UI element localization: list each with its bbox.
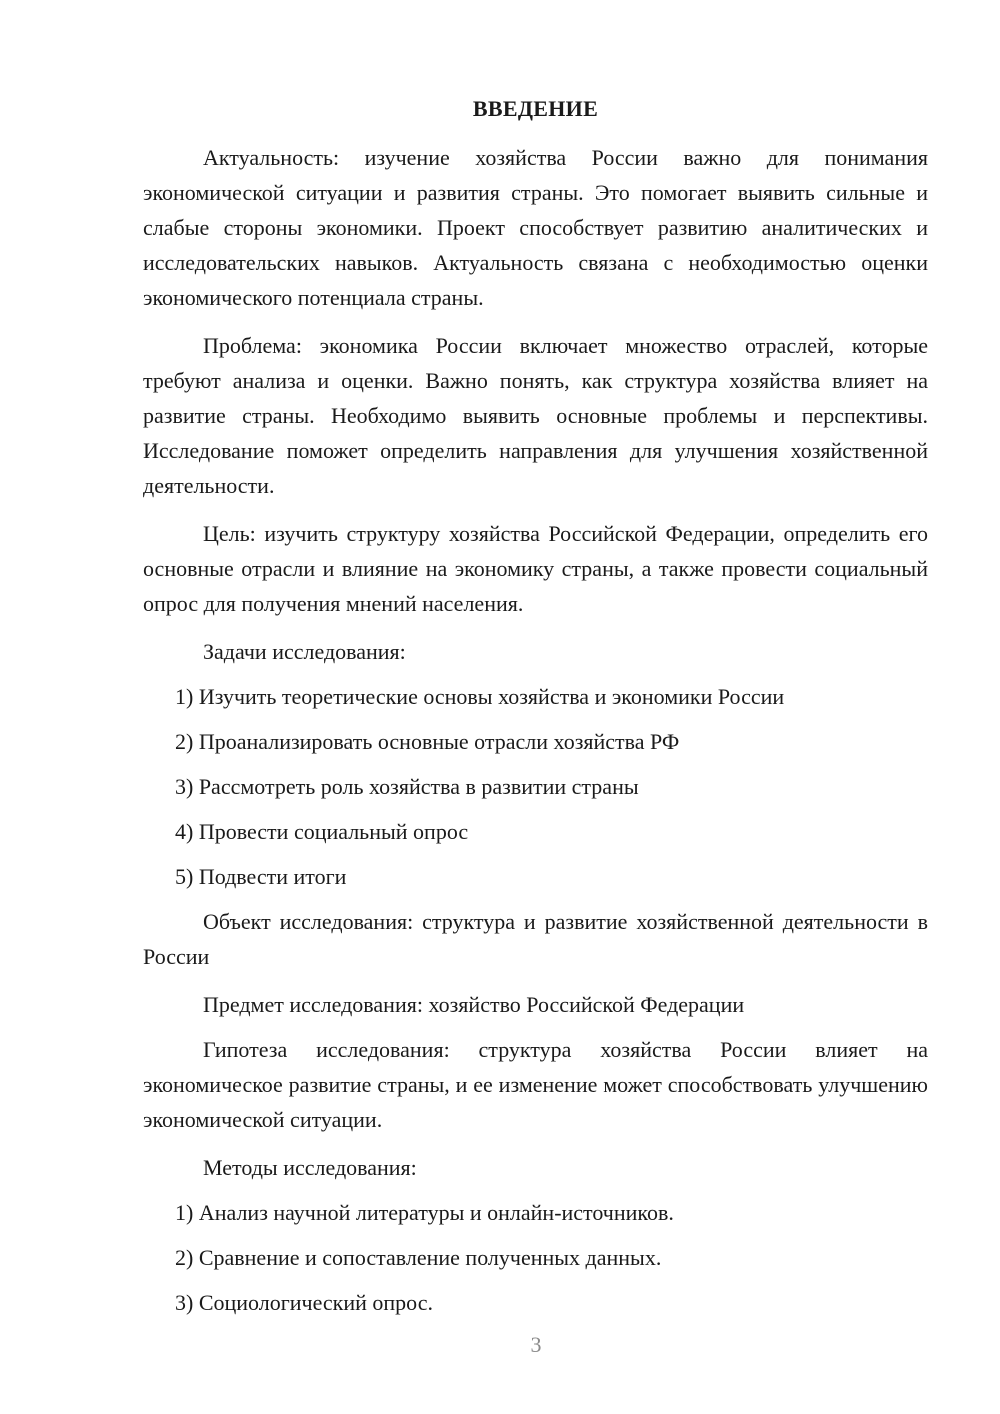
methods-heading: Методы исследования:	[203, 1155, 417, 1180]
tasks-heading: Задачи исследования:	[203, 639, 406, 664]
list-item: 3) Социологический опрос.	[175, 1290, 433, 1315]
problem-paragraph: Проблема: экономика России включает множество отраслей, которые требуют анализа и оценки. Важно понять, как структура хозяйства влияет на развитие страны. Необходимо выявить основные проблемы и перспективы. Исследование поможет определить направления для улучшения хозяйственной деятельности.	[143, 333, 928, 498]
page-title: ВВЕДЕНИЕ	[472, 96, 599, 121]
subject-paragraph: Предмет исследования: хозяйство Российской Федерации	[203, 992, 745, 1017]
list-item: 2) Проанализировать основные отрасли хозяйства РФ	[175, 729, 680, 754]
list-item: 3) Рассмотреть роль хозяйства в развитии страны	[175, 774, 639, 799]
document-page	[143, 94, 928, 1330]
list-item: 5) Подвести итоги	[175, 864, 347, 889]
object-paragraph: Объект исследования: структура и развитие хозяйственной деятельности в России	[143, 909, 928, 969]
list-item: 2) Сравнение и сопоставление полученных данных.	[175, 1245, 662, 1270]
methods-list	[143, 1195, 928, 1320]
relevance-paragraph: Актуальность: изучение хозяйства России важно для понимания экономической ситуации и развития страны. Это помогает выявить сильные и слабые стороны экономики. Проект способствует развитию аналитических и исследовательских навыков. Актуальность связана с необходимостью оценки экономического потенциала страны.	[143, 145, 928, 310]
hypothesis-paragraph: Гипотеза исследования: структура хозяйства России влияет на экономическое развитие страны, и ее изменение может способствовать улучшению экономической ситуации.	[143, 1037, 928, 1132]
tasks-list	[143, 679, 928, 894]
list-item: 1) Анализ научной литературы и онлайн-источников.	[175, 1200, 674, 1225]
page-number: 3	[530, 1332, 542, 1357]
goal-paragraph: Цель: изучить структуру хозяйства Российской Федерации, определить его основные отрасли и влияние на экономику страны, а также провести социальный опрос для получения мнений населения.	[143, 521, 928, 616]
list-item: 4) Провести социальный опрос	[175, 819, 469, 844]
list-item: 1) Изучить теоретические основы хозяйства и экономики России	[175, 684, 785, 709]
